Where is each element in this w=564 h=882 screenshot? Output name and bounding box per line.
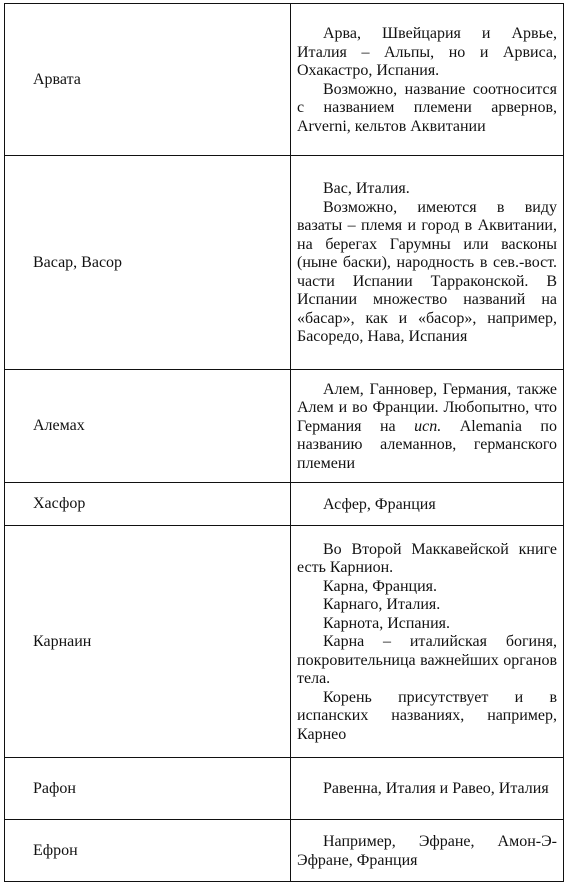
place-name: Алемах [5,370,291,483]
place-description [291,526,564,758]
table-row [5,156,564,370]
names-table [4,3,564,882]
description-paragraph: Карнота, Испания. [323,614,451,632]
description-paragraph: Во Второй Маккавейской книге есть Карнион. [297,540,557,577]
description-text: Алем, Ганновер, Германия, также Алем и во Франции. Любопытно, что Германия на [297,380,557,435]
place-name: Васар, Васор [5,156,291,370]
description-paragraph: Например, Эфране, Амон-Э-Эфране, Франция [297,833,557,869]
description-paragraph: Карнаго, Италия. [323,596,441,614]
table-row [5,758,564,820]
description-paragraph: Арва, Швейцария и Арвье, Италия – Альпы, но и Арвиса, Охакастро, Испания. [297,25,557,79]
table-row [5,820,564,882]
place-description [291,4,564,156]
table-row [5,526,564,758]
place-name: Рафон [5,758,291,820]
place-name: Арвата [5,4,291,156]
description-paragraph: Корень присутствует и в испанских названиях, например, Карнео [297,688,557,743]
place-description [291,483,564,526]
table-row [5,370,564,483]
description-paragraph: Карна – италийская богиня, покровительница важнейших органов тела. [297,633,557,688]
italic-abbreviation: исп. [414,417,442,435]
place-name: Хасфор [5,483,291,526]
description-paragraph: Равенна, Италия и Равео, Италия [323,780,549,798]
description-paragraph: Возможно, название соотносится с названием племени арвернов, Arverni, кельтов Аквитании [297,80,557,135]
description-paragraph: Карна, Франция. [323,577,438,595]
description-paragraph: Вас, Италия. [323,180,410,198]
table-row [5,483,564,526]
place-name: Карнаин [5,526,291,758]
description-paragraph: Возможно, имеются в виду вазаты – племя и город в Аквитании, на берегах Гарумны или васконы (ныне баски), народность в сев.-вост. части Испании Тарраконской. В Испании множество названий на «басар», как и «басор», например, Басоредо, Нава, Испания [297,198,557,346]
description-paragraph [297,381,557,474]
description-text: Alemania по названию алеманнов, германского племени [297,417,557,472]
place-name: Ефрон [5,820,291,882]
place-description [291,370,564,483]
place-description [291,156,564,370]
place-description [291,820,564,882]
table-row [5,4,564,156]
place-description [291,758,564,820]
description-paragraph: Асфер, Франция [323,495,436,513]
